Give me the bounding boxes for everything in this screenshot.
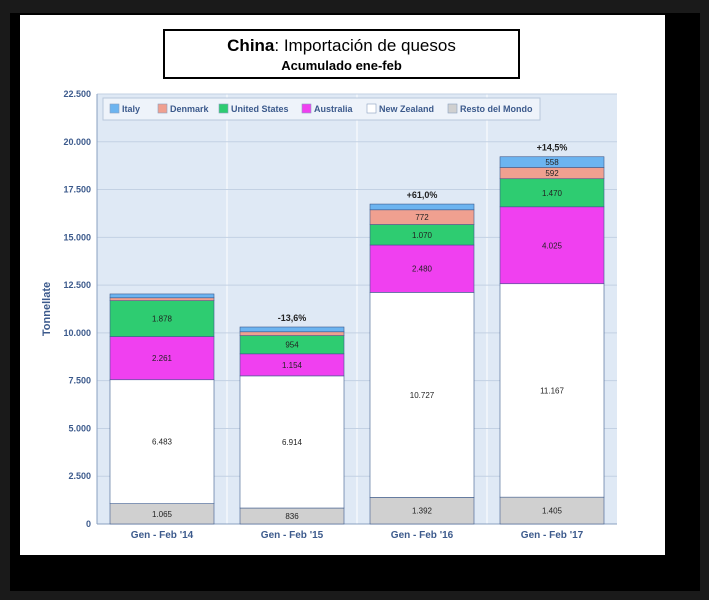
bar-segment <box>240 332 344 336</box>
y-tick-label: 12.500 <box>63 280 91 291</box>
data-label: 1.070 <box>411 230 433 240</box>
title-box <box>163 29 520 79</box>
data-label: 2.480 <box>411 264 433 274</box>
data-label: 6.483 <box>151 437 173 447</box>
data-label: 6.914 <box>281 437 303 447</box>
title-rest: : Importación de quesos <box>274 36 456 55</box>
change-annotation: +14,5% <box>536 142 568 153</box>
change-annotation: -13,6% <box>277 313 307 324</box>
y-tick-label: 7.500 <box>68 375 91 386</box>
legend-label: United States <box>231 104 289 114</box>
y-tick-label: 0 <box>85 519 91 529</box>
y-axis-title: Tonnellate <box>41 281 53 337</box>
y-tick-label: 2.500 <box>68 471 91 482</box>
x-tick-label: Gen - Feb '16 <box>390 530 454 541</box>
data-label: 1.405 <box>541 506 563 516</box>
legend-label: Italy <box>122 104 141 114</box>
y-tick-label: 20.000 <box>63 136 91 147</box>
data-label: 592 <box>545 169 559 179</box>
y-tick-label: 5.000 <box>68 423 91 434</box>
legend-label: Denmark <box>170 104 209 114</box>
x-tick-label: Gen - Feb '14 <box>130 530 194 541</box>
data-label: 1.878 <box>151 314 173 324</box>
x-tick-label: Gen - Feb '15 <box>260 530 324 541</box>
data-label: 4.025 <box>541 241 563 251</box>
y-tick-label: 17.500 <box>63 184 91 195</box>
chart-title <box>165 36 518 56</box>
bar-segment <box>110 294 214 298</box>
data-label: 1.392 <box>411 506 433 516</box>
data-label: 1.065 <box>151 509 173 519</box>
data-label: 11.167 <box>540 386 564 396</box>
data-label: 836 <box>285 512 299 522</box>
legend-swatch <box>448 104 457 113</box>
y-tick-label: 22.500 <box>63 89 91 99</box>
legend-label: Australia <box>314 104 353 114</box>
data-label: 1.470 <box>541 188 563 198</box>
bar-segment <box>110 298 214 301</box>
bar-segment <box>240 327 344 332</box>
change-annotation: +61,0% <box>406 190 438 201</box>
title-country: China <box>227 36 275 55</box>
x-tick-label: Gen - Feb '17 <box>520 530 584 541</box>
legend-swatch <box>158 104 167 113</box>
y-tick-label: 10.000 <box>63 327 91 338</box>
bar-segment <box>370 204 474 210</box>
legend-swatch <box>219 104 228 113</box>
data-label: 772 <box>415 213 429 223</box>
legend-label: Resto del Mondo <box>460 104 533 114</box>
data-label: 2.261 <box>151 354 173 364</box>
chart-subtitle: Acumulado ene-feb <box>281 58 402 73</box>
y-tick-label: 15.000 <box>63 232 91 243</box>
legend-swatch <box>367 104 376 113</box>
data-label: 10.727 <box>409 390 435 400</box>
legend-label: New Zealand <box>379 104 435 114</box>
data-label: 558 <box>545 158 559 168</box>
data-label: 954 <box>285 340 299 350</box>
legend-swatch <box>302 104 311 113</box>
data-label: 1.154 <box>281 360 303 370</box>
legend-swatch <box>110 104 119 113</box>
